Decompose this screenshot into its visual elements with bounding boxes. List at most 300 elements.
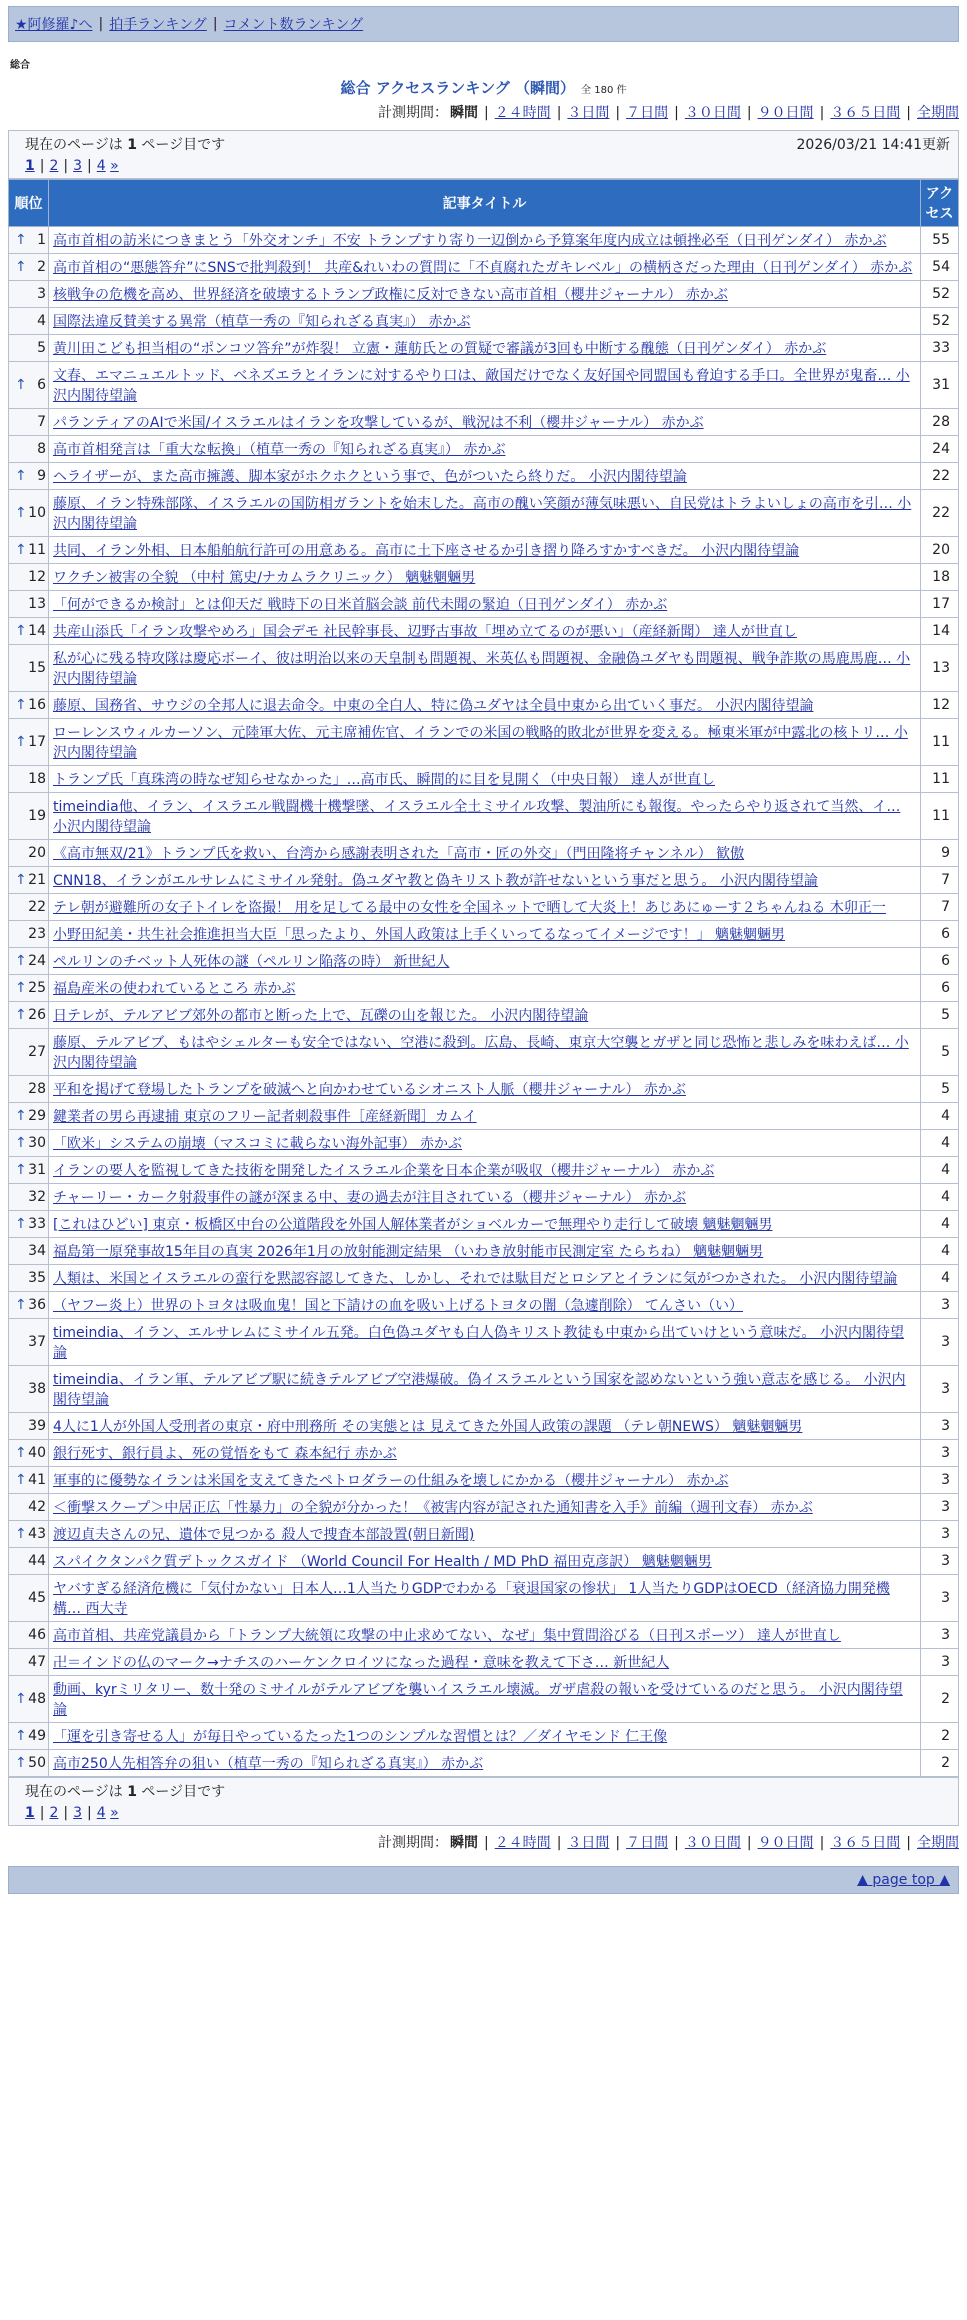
article-link[interactable]: ヤバすぎる経済危機に「気付かない」日本人…1人当たりGDPでわかる「衰退国家の惨状」 1人当たりGDPはOECD（経済協力開発機構… 西大寺	[53, 1581, 890, 1617]
rank-number: 10	[28, 505, 46, 521]
title-cell	[49, 1211, 921, 1238]
access-count: 52	[921, 281, 959, 308]
page-text-pre: 現在のページは	[25, 1784, 123, 1800]
title-cell	[49, 463, 921, 490]
period-separator: |	[556, 105, 562, 121]
rank-number: 41	[28, 1472, 46, 1488]
ranking-table	[8, 179, 959, 1777]
article-link[interactable]: 高市首相、共産党議員から「トランプ大統領に攻撃の中止求めてない、なぜ」集中質問浴びる（日刊スポーツ） 達人が世直し	[53, 1628, 841, 1644]
access-count: 31	[921, 362, 959, 409]
title-cell	[49, 308, 921, 335]
title-cell	[49, 1238, 921, 1265]
access-count: 11	[921, 719, 959, 766]
table-row	[9, 1723, 959, 1750]
access-count: 4	[921, 1130, 959, 1157]
table-row	[9, 1319, 959, 1366]
table-row	[9, 1467, 959, 1494]
article-link[interactable]: 軍事的に優勢なイランは米国を支えてきたペトロダラーの仕組みを壊しにかかる（櫻井ジャーナル） 赤かぶ	[53, 1473, 729, 1489]
period-current: 瞬間	[449, 1835, 478, 1851]
table-row	[9, 1184, 959, 1211]
article-link[interactable]: ローレンスウィルカーソン、元陸軍大佐、元主席補佐官、イランでの米国の戦略的敗北が世界を変える。極東米軍が中露北の核トリ… 小沢内閣待望論	[53, 725, 908, 761]
table-row	[9, 1076, 959, 1103]
title-cell	[49, 1029, 921, 1076]
article-link[interactable]: スパイクタンパク質デトックスガイド （World Council For Health / MD PhD 福田克彦訳） 魑魅魍魎男	[53, 1554, 712, 1570]
article-link[interactable]: 日テレが、テルアビブ郊外の都市と断った上で、瓦礫の山を報じた。 小沢内閣待望論	[53, 1008, 589, 1024]
page-top-link[interactable]: ▲ page top ▲	[857, 1872, 950, 1888]
rank-cell	[9, 1002, 49, 1029]
page-link[interactable]: 3	[73, 158, 83, 174]
table-row	[9, 1157, 959, 1184]
rank-number: 44	[28, 1553, 46, 1569]
rank-number: 43	[28, 1526, 46, 1542]
page-separator: |	[87, 1805, 92, 1821]
period-link[interactable]: ７日間	[626, 1835, 669, 1851]
rank-number: 19	[28, 808, 46, 824]
page-status-row	[25, 134, 950, 154]
rank-up-arrow-icon: ↑	[15, 623, 27, 639]
article-link[interactable]: 動画、kyrミリタリー、数十発のミサイルがテルアビブを襲いイスラエル壊滅。ガザ虐殺の報いを受けているのだと思う。 小沢内閣待望論	[53, 1682, 903, 1718]
access-count: 28	[921, 409, 959, 436]
total-count: 全 180 件	[581, 85, 627, 96]
access-count: 3	[921, 1440, 959, 1467]
table-row	[9, 1029, 959, 1076]
table-row	[9, 591, 959, 618]
page-separator: |	[63, 158, 69, 174]
access-count: 5	[921, 1076, 959, 1103]
title-cell	[49, 537, 921, 564]
clap-ranking-link[interactable]: 拍手ランキング	[109, 17, 207, 33]
updated-timestamp: 2026/03/21 14:41更新	[796, 137, 950, 153]
title-cell	[49, 894, 921, 921]
access-count: 18	[921, 564, 959, 591]
article-link[interactable]: パランティアのAIで米国/イスラエルはイランを攻撃しているが、戦況は不利（櫻井ジャーナル） 赤かぶ	[53, 415, 704, 431]
title-cell	[49, 1130, 921, 1157]
article-link[interactable]: （ヤフー炎上）世界のトヨタは吸血鬼！国と下請けの血を吸い上げるトヨタの闇（急遽削除） てんさい（い）	[53, 1298, 744, 1314]
page-separator: |	[63, 1805, 69, 1821]
article-link[interactable]: timeindia、イラン軍、テルアビブ駅に続きテルアビブ空港爆破。偽イスラエルという国家を認めないという強い意志を感じる。 小沢内閣待望論	[53, 1372, 906, 1408]
rank-number: 8	[37, 441, 46, 457]
table-row	[9, 362, 959, 409]
period-selector	[8, 102, 959, 122]
period-link[interactable]: 全期間	[917, 105, 959, 121]
period-separator: |	[615, 105, 621, 121]
header-rank: 順位	[9, 180, 49, 227]
access-count: 3	[921, 1649, 959, 1676]
table-row	[9, 537, 959, 564]
header-access: アクセス	[921, 180, 959, 227]
rank-up-arrow-icon: ↑	[15, 1445, 27, 1461]
article-link[interactable]: 藤原、国務省、サウジの全邦人に退去命令。中東の全白人、特に偽ユダヤは全員中東から出ていく事だ。 小沢内閣待望論	[53, 698, 814, 714]
rank-number: 14	[28, 623, 46, 639]
rank-up-arrow-icon: ↑	[15, 259, 27, 275]
period-link[interactable]: ２４時間	[494, 1835, 551, 1851]
table-row	[9, 490, 959, 537]
rank-number: 15	[28, 660, 46, 676]
period-link[interactable]: 全期間	[917, 1835, 959, 1851]
article-link[interactable]: 卍＝インドの仏のマーク→ナチスのハーケンクロイツになった過程・意味を教えて下さ… 新世紀人	[53, 1655, 670, 1671]
rank-number: 3	[37, 286, 46, 302]
table-row	[9, 1575, 959, 1622]
table-row	[9, 719, 959, 766]
current-page-text	[25, 134, 225, 154]
rank-number: 5	[37, 340, 46, 356]
rank-number: 23	[28, 926, 46, 942]
rank-up-arrow-icon: ↑	[15, 1755, 27, 1771]
period-label: 計測期間：	[377, 1835, 448, 1851]
title-cell	[49, 281, 921, 308]
table-row	[9, 867, 959, 894]
rank-cell	[9, 227, 49, 254]
rank-cell	[9, 1676, 49, 1723]
rank-number: 12	[28, 569, 46, 585]
article-link[interactable]: CNN18、イランがエルサレムにミサイル発射。偽ユダヤ教と偽キリスト教が許せないという事だと思う。 小沢内閣待望論	[53, 873, 818, 889]
title-cell	[49, 1494, 921, 1521]
article-link[interactable]: 渡辺貞夫さんの兄、遺体で見つかる 殺人で捜査本部設置(朝日新聞)	[53, 1527, 475, 1543]
rank-up-arrow-icon: ↑	[15, 1297, 27, 1313]
access-count: 3	[921, 1494, 959, 1521]
access-count: 55	[921, 227, 959, 254]
page-text-pre: 現在のページは	[25, 137, 123, 153]
page-text-post: ページ目です	[141, 1784, 226, 1800]
rank-number: 28	[28, 1081, 46, 1097]
title-cell	[49, 1649, 921, 1676]
article-link[interactable]: イランの要人を監視してきた技術を開発したイスラエル企業を日本企業が吸収（櫻井ジャーナル） 赤かぶ	[53, 1163, 715, 1179]
period-link[interactable]: ３日間	[567, 105, 610, 121]
rank-cell	[9, 281, 49, 308]
next-page-link[interactable]: »	[110, 1805, 119, 1821]
article-link[interactable]: トランプ氏「真珠湾の時なぜ知らせなかった」…高市氏、瞬間的に目を見開く（中央日報） 達人が世直し	[53, 772, 716, 788]
table-row	[9, 645, 959, 692]
table-row	[9, 1366, 959, 1413]
title-cell	[49, 490, 921, 537]
rank-up-arrow-icon: ↑	[15, 1728, 27, 1744]
rank-up-arrow-icon: ↑	[15, 468, 27, 484]
access-count: 22	[921, 490, 959, 537]
article-link[interactable]: ヘライザーが、また高市擁護、脚本家がホクホクという事で、色がついたら終りだ。 小沢内閣待望論	[53, 469, 687, 485]
rank-cell	[9, 1575, 49, 1622]
rank-up-arrow-icon: ↑	[15, 1007, 27, 1023]
rank-cell	[9, 1184, 49, 1211]
period-separator: |	[674, 1835, 679, 1851]
page-separator: |	[39, 1805, 45, 1821]
article-link[interactable]: ペルリンのチベット人死体の謎（ペルリン陥落の時） 新世紀人	[53, 954, 450, 970]
article-link[interactable]: テレ朝が避難所の女子トイレを盗撮！ 用を足してる最中の女性を全国ネットで晒して大炎上！あじあにゅーす２ちゃんねる 木卯正一	[53, 900, 886, 916]
rank-up-arrow-icon: ↑	[15, 1691, 27, 1707]
rank-cell	[9, 1029, 49, 1076]
rank-cell	[9, 1723, 49, 1750]
table-row	[9, 1130, 959, 1157]
period-current: 瞬間	[449, 105, 478, 121]
rank-cell	[9, 564, 49, 591]
table-row	[9, 948, 959, 975]
access-count: 22	[921, 463, 959, 490]
article-link[interactable]: 核戦争の危機を高め、世界経済を破壊するトランプ政権に反対できない高市首相（櫻井ジャーナル） 赤かぶ	[53, 287, 728, 303]
access-count: 24	[921, 436, 959, 463]
article-link[interactable]: 平和を掲げて登場したトランプを破滅へと向かわせているシオニスト人脈（櫻井ジャーナル） 赤かぶ	[53, 1082, 686, 1098]
title-cell	[49, 1750, 921, 1777]
table-row	[9, 840, 959, 867]
pagination	[25, 1805, 950, 1821]
article-link[interactable]: 鍵業者の男ら再逮捕 東京のフリー記者刺殺事件［産経新聞］カムイ	[53, 1109, 477, 1125]
article-link[interactable]: 藤原、テルアビブ、もはやシェルターも安全ではない、空港に殺到。広島、長崎、東京大空襲とガザと同じ恐怖と悲しみを味わえば… 小沢内閣待望論	[53, 1035, 909, 1071]
rank-cell	[9, 793, 49, 840]
period-link[interactable]: ２４時間	[494, 105, 551, 121]
page-link[interactable]: 2	[49, 1805, 59, 1821]
access-count: 20	[921, 537, 959, 564]
period-link[interactable]: ３日間	[567, 1835, 610, 1851]
rank-number: 13	[28, 596, 46, 612]
article-link[interactable]: 黄川田こども担当相の“ポンコツ答弁”が炸裂！ 立憲・蓮舫氏との質疑で審議が3回も中断する醜態（日刊ゲンダイ） 赤かぶ	[53, 341, 827, 357]
period-separator: |	[906, 1835, 911, 1851]
rank-cell	[9, 1467, 49, 1494]
table-row	[9, 1413, 959, 1440]
page-text-post: ページ目です	[141, 137, 226, 153]
ranking-title-row	[8, 77, 959, 98]
table-row	[9, 1002, 959, 1029]
title-cell	[49, 1157, 921, 1184]
article-link[interactable]: 《高市無双/21》トランプ氏を救い、台湾から感謝表明された「高市・匠の外交」（門田隆将チャンネル） 歓傲	[53, 846, 745, 862]
title-cell	[49, 793, 921, 840]
article-link[interactable]: 小野田紀美・共生社会推進担当大臣「思ったより、外国人政策は上手くいってるなってイメージです！」 魑魅魍魎男	[53, 927, 786, 943]
table-row	[9, 766, 959, 793]
access-count: 6	[921, 948, 959, 975]
article-link[interactable]: 高市首相の“悪態答弁”にSNSで批判殺到！ 共産&れいわの質問に「不貞腐れたガキレベル」の横柄さだった理由（日刊ゲンダイ） 赤かぶ	[53, 260, 913, 276]
header-title: 記事タイトル	[49, 180, 921, 227]
rank-number: 18	[28, 771, 46, 787]
top-nav-bar	[8, 6, 959, 42]
page-link[interactable]: 2	[49, 158, 59, 174]
period-separator: |	[746, 1835, 752, 1851]
next-page-link[interactable]: »	[110, 158, 119, 174]
table-row	[9, 1292, 959, 1319]
rank-number: 22	[28, 899, 46, 915]
rank-number: 35	[28, 1270, 46, 1286]
access-count: 3	[921, 1622, 959, 1649]
rank-cell	[9, 975, 49, 1002]
title-cell	[49, 1103, 921, 1130]
section-label: 総合	[10, 60, 30, 71]
rank-up-arrow-icon: ↑	[15, 377, 27, 393]
article-link[interactable]: 人類は、米国とイスラエルの蛮行を黙認容認してきた、しかし、それでは駄目だとロシアとイランに気がつかされた。 小沢内閣待望論	[53, 1271, 898, 1287]
access-count: 33	[921, 335, 959, 362]
access-count: 3	[921, 1292, 959, 1319]
period-label: 計測期間：	[377, 105, 448, 121]
article-link[interactable]: 国際法違反賛美する異常（植草一秀の『知られざる真実』） 赤かぶ	[53, 314, 471, 330]
period-link[interactable]: ９０日間	[757, 105, 814, 121]
rank-cell	[9, 1211, 49, 1238]
title-cell	[49, 1723, 921, 1750]
access-count: 4	[921, 1238, 959, 1265]
access-count: 3	[921, 1467, 959, 1494]
title-cell	[49, 1676, 921, 1723]
rank-cell	[9, 894, 49, 921]
rank-number: 47	[28, 1654, 46, 1670]
rank-cell	[9, 1366, 49, 1413]
rank-cell	[9, 692, 49, 719]
title-cell	[49, 1319, 921, 1366]
page-separator: |	[87, 158, 92, 174]
article-link[interactable]: 共同、イラン外相、日本船舶航行許可の用意ある。高市に土下座させるか引き摺り降ろすかすべきだ。 小沢内閣待望論	[53, 543, 800, 559]
rank-up-arrow-icon: ↑	[15, 1135, 27, 1151]
page-link[interactable]: 4	[96, 158, 106, 174]
rank-up-arrow-icon: ↑	[15, 1526, 27, 1542]
article-link[interactable]: 共産山添氏「イラン攻撃やめろ」国会デモ 社民幹事長、辺野古事故「埋め立てるのが悪い」（産経新聞） 達人が世直し	[53, 624, 797, 640]
access-count: 6	[921, 975, 959, 1002]
rank-cell	[9, 840, 49, 867]
title-cell	[49, 645, 921, 692]
page-link[interactable]: 4	[96, 1805, 106, 1821]
title-cell	[49, 867, 921, 894]
rank-number: 33	[28, 1216, 46, 1232]
article-link[interactable]: 高市250人先相答弁の狙い（植草一秀の『知られざる真実』） 赤かぶ	[53, 1756, 484, 1772]
page-number: 1	[127, 1784, 137, 1800]
article-link[interactable]: 私が心に残る特攻隊は慶応ボーイ、彼は明治以来の天皇制も問題視、米英仏も問題視、金融偽ユダヤも問題視、戦争詐欺の馬鹿馬鹿… 小沢内閣待望論	[53, 651, 911, 687]
period-link[interactable]: ３６５日間	[830, 1835, 901, 1851]
rank-cell	[9, 766, 49, 793]
article-link[interactable]: [これはひどい] 東京・板橋区中台の公道階段を外国人解体業者がショベルカーで無理やり走行して破壊 魑魅魍魎男	[53, 1217, 773, 1233]
period-link[interactable]: ９０日間	[757, 1835, 814, 1851]
rank-up-arrow-icon: ↑	[15, 734, 27, 750]
table-row	[9, 1676, 959, 1723]
rank-number: 27	[28, 1044, 46, 1060]
access-count: 5	[921, 1029, 959, 1076]
period-separator: |	[819, 105, 825, 121]
rank-up-arrow-icon: ↑	[15, 980, 27, 996]
rank-cell	[9, 308, 49, 335]
rank-number: 4	[37, 313, 46, 329]
rank-up-arrow-icon: ↑	[15, 1472, 27, 1488]
rank-cell	[9, 335, 49, 362]
table-row	[9, 1103, 959, 1130]
article-link[interactable]: 福島産米の使われているところ 赤かぶ	[53, 981, 296, 997]
access-count: 5	[921, 1002, 959, 1029]
article-link[interactable]: timeindia他、イラン、イスラエル戦闘機十機撃墜、イスラエル全土ミサイル攻撃、製油所にも報復。やったらやり返されて当然、イ… 小沢内閣待望論	[53, 799, 901, 835]
title-cell	[49, 719, 921, 766]
access-count: 54	[921, 254, 959, 281]
rank-cell	[9, 362, 49, 409]
period-selector-bottom	[8, 1832, 959, 1852]
rank-cell	[9, 409, 49, 436]
rank-cell	[9, 719, 49, 766]
rank-cell	[9, 921, 49, 948]
table-row	[9, 308, 959, 335]
access-count: 14	[921, 618, 959, 645]
article-link[interactable]: 文春、エマニュエルトッド、ベネズエラとイランに対するやり口は、敵国だけでなく友好国や同盟国も脅迫する手口。全世界が鬼畜… 小沢内閣待望論	[53, 368, 910, 404]
rank-number: 49	[28, 1728, 46, 1744]
access-count: 3	[921, 1319, 959, 1366]
home-link[interactable]: ★阿修羅♪へ	[15, 17, 93, 33]
article-link[interactable]: 「運を引き寄せる人」が毎日やっているたった1つのシンプルな習慣とは？／ダイヤモンド 仁王像	[53, 1729, 668, 1745]
rank-up-arrow-icon: ↑	[15, 1108, 27, 1124]
article-link[interactable]: 「欧米」システムの崩壊（マスコミに載らない海外記事） 赤かぶ	[53, 1136, 463, 1152]
title-cell	[49, 692, 921, 719]
rank-cell	[9, 1103, 49, 1130]
period-separator: |	[746, 105, 752, 121]
article-link[interactable]: 福島第一原発事故15年目の真実 2026年1月の放射能測定結果 （いわき放射能市民測定室 たらちね） 魑魅魍魎男	[53, 1244, 764, 1260]
rank-cell	[9, 1265, 49, 1292]
access-count: 2	[921, 1676, 959, 1723]
article-link[interactable]: ワクチン被害の全貌 （中村 篤史/ナカムラクリニック） 魑魅魍魎男	[53, 570, 476, 586]
article-link[interactable]: 4人に1人が外国人受刑者の東京・府中刑務所 その実態とは 見えてきた外国人政策の課題 （テレ朝NEWS） 魑魅魍魎男	[53, 1419, 803, 1435]
article-link[interactable]: チャーリー・カーク射殺事件の謎が深まる中、妻の過去が注目されている（櫻井ジャーナル） 赤かぶ	[53, 1190, 687, 1206]
title-cell	[49, 254, 921, 281]
table-row	[9, 894, 959, 921]
title-cell	[49, 227, 921, 254]
rank-cell	[9, 1622, 49, 1649]
rank-up-arrow-icon: ↑	[15, 232, 27, 248]
table-row	[9, 254, 959, 281]
article-link[interactable]: 銀行死す、銀行員よ、死の覚悟をもて 森本紀行 赤かぶ	[53, 1446, 397, 1462]
rank-number: 31	[28, 1162, 46, 1178]
title-cell	[49, 1184, 921, 1211]
period-link[interactable]: ３０日間	[684, 1835, 741, 1851]
rank-cell	[9, 1649, 49, 1676]
rank-number: 20	[28, 845, 46, 861]
access-count: 3	[921, 1521, 959, 1548]
rank-number: 40	[28, 1445, 46, 1461]
page-info-bottom	[8, 1777, 959, 1826]
rank-cell	[9, 1750, 49, 1777]
rank-number: 36	[28, 1297, 46, 1313]
article-link[interactable]: 「何ができるか検討」とは仰天だ 戦時下の日米首脳会談 前代未聞の緊迫（日刊ゲンダイ） 赤かぶ	[53, 597, 668, 613]
rank-cell	[9, 1157, 49, 1184]
table-row	[9, 436, 959, 463]
access-count: 11	[921, 793, 959, 840]
period-link[interactable]: ７日間	[626, 105, 669, 121]
comment-ranking-link[interactable]: コメント数ランキング	[223, 17, 364, 33]
article-link[interactable]: 高市首相発言は「重大な転換」（植草一秀の『知られざる真実』） 赤かぶ	[53, 442, 506, 458]
page-link-current[interactable]: 1	[25, 158, 35, 174]
access-count: 13	[921, 645, 959, 692]
access-count: 2	[921, 1723, 959, 1750]
access-count: 3	[921, 1548, 959, 1575]
rank-number: 17	[28, 734, 46, 750]
article-link[interactable]: timeindia、イラン、エルサレムにミサイル五発。白色偽ユダヤも白人偽キリスト教徒も中東から出ていけという意味だ。 小沢内閣待望論	[53, 1325, 904, 1361]
rank-up-arrow-icon: ↑	[15, 505, 27, 521]
table-row	[9, 975, 959, 1002]
title-cell	[49, 335, 921, 362]
rank-number: 7	[37, 414, 46, 430]
title-cell	[49, 1002, 921, 1029]
article-link[interactable]: 藤原、イラン特殊部隊、イスラエルの国防相ガラントを始末した。高市の醜い笑顔が薄気味悪い、自民党はトラよいしょの高市を引… 小沢内閣待望論	[53, 496, 912, 532]
rank-cell	[9, 645, 49, 692]
period-separator: |	[906, 105, 911, 121]
rank-cell	[9, 1130, 49, 1157]
period-link[interactable]: ３０日間	[684, 105, 741, 121]
rank-cell	[9, 591, 49, 618]
title-cell	[49, 618, 921, 645]
title-cell	[49, 436, 921, 463]
rank-number: 25	[28, 980, 46, 996]
footer-bar	[8, 1866, 959, 1894]
period-link[interactable]: ３６５日間	[830, 105, 901, 121]
page-link[interactable]: 3	[73, 1805, 83, 1821]
page-link-current[interactable]: 1	[25, 1805, 35, 1821]
table-row	[9, 1750, 959, 1777]
period-separator: |	[483, 105, 489, 121]
access-count: 3	[921, 1413, 959, 1440]
article-link[interactable]: ＜衝撃スクープ＞中居正広「性暴力」の全貌が分かった！《被害内容が記された通知書を入手》前編（週刊文春） 赤かぶ	[53, 1500, 813, 1516]
title-cell	[49, 1521, 921, 1548]
rank-number: 30	[28, 1135, 46, 1151]
title-cell	[49, 921, 921, 948]
rank-cell	[9, 1413, 49, 1440]
rank-number: 42	[28, 1499, 46, 1515]
article-link[interactable]: 高市首相の訪米につきまとう「外交オンチ」不安 トランプすり寄り一辺倒から予算案年度内成立は頓挫必至（日刊ゲンダイ） 赤かぶ	[53, 233, 887, 249]
access-count: 3	[921, 1366, 959, 1413]
rank-cell	[9, 618, 49, 645]
access-count: 12	[921, 692, 959, 719]
